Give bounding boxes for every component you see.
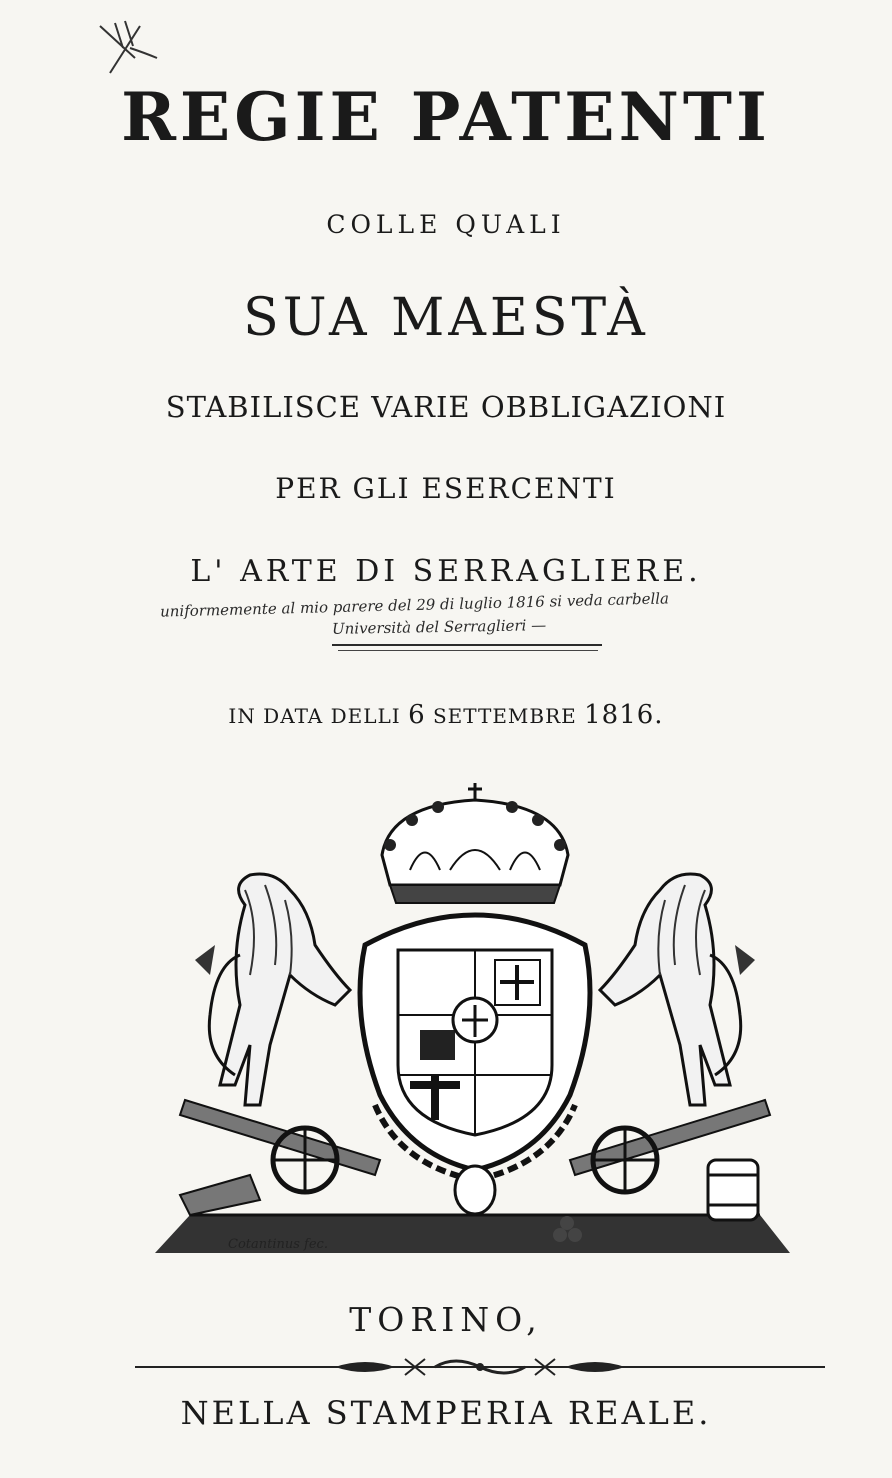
date-prefix: IN DATA DELLI: [228, 704, 401, 728]
right-lion-icon: [600, 874, 755, 1105]
date-month: SETTEMBRE: [432, 704, 577, 728]
ornamental-rule-icon: [135, 1355, 825, 1379]
subtitle-stabilisce: STABILISCE VARIE OBBLIGAZIONI: [165, 390, 727, 424]
handwritten-note-line1: uniformemente al mio parere del 29 di luglio 1816 si veda carbella: [159, 589, 670, 621]
page-title: REGIE PATENTI: [121, 78, 771, 156]
crown-icon: [382, 783, 568, 903]
date-day: 6: [408, 700, 426, 730]
subtitle-esercenti: PER GLI ESERCENTI: [275, 472, 617, 505]
handwritten-note-line2: Università del Serraglieri —: [331, 616, 547, 638]
shield-icon: [398, 950, 552, 1135]
printer-line: NELLA STAMPERIA REALE.: [180, 1394, 712, 1432]
royal-coat-of-arms-icon: [150, 775, 800, 1265]
handwritten-underline: [332, 644, 602, 646]
handwritten-underline-second: [338, 650, 598, 651]
handwritten-mark-icon: [95, 18, 165, 78]
left-lion-icon: [195, 874, 350, 1105]
engraver-signature: Cotantinus fec.: [228, 1237, 328, 1252]
subtitle-sua-maesta: SUA MAESTÀ: [243, 288, 649, 348]
subtitle-colle-quali: COLLE QUALI: [326, 210, 566, 239]
city-line: TORINO,: [349, 1300, 543, 1339]
date-year: 1816.: [584, 700, 664, 730]
date-line: [0, 700, 892, 730]
subtitle-arte: L' ARTE DI SERRAGLIERE.: [190, 554, 702, 589]
